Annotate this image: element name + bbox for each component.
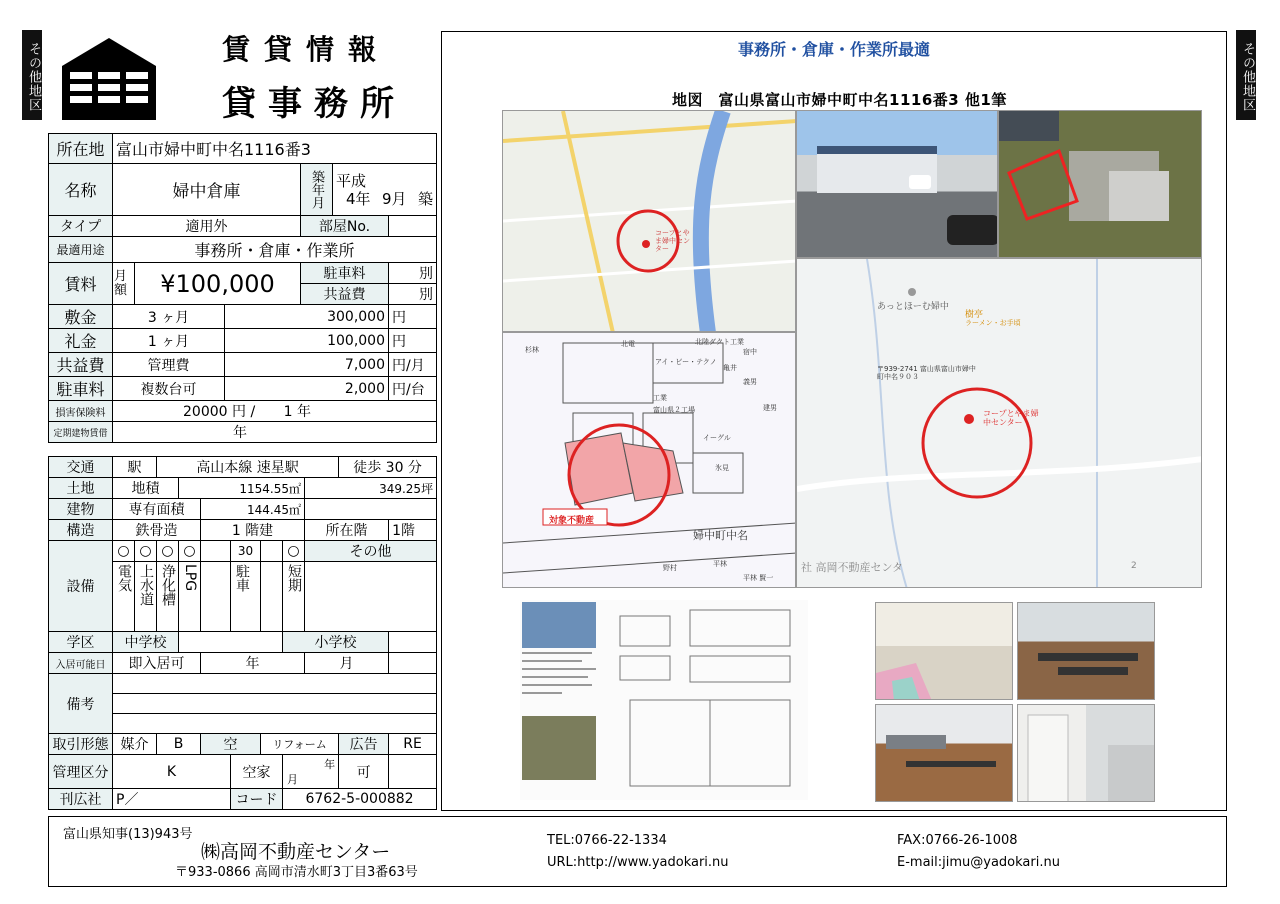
equip-mark-2: ○ — [135, 541, 157, 562]
common-type: 管理費 — [113, 353, 225, 377]
management-value: K — [113, 755, 231, 789]
interior-photo-4 — [1017, 704, 1155, 802]
header-title-rental-info: 賃貸情報 — [222, 33, 391, 66]
insurance-unit: 円 / — [232, 404, 256, 420]
line-value: 高山本線 速星駅 — [157, 457, 339, 478]
land-area: 1154.55㎡ — [179, 478, 305, 499]
equip-name-1: 電気 — [116, 564, 132, 592]
move-in-value: 即入居可 — [113, 653, 201, 674]
deposit-label: 敷金 — [49, 305, 113, 329]
publisher-value: P／ — [113, 789, 231, 810]
deposit-months: 3 ヶ月 — [113, 305, 225, 329]
side-tag-right: その他地区 — [1236, 30, 1256, 120]
plat-town-label: 婦中町中名 — [693, 529, 748, 542]
built-era: 平成 — [336, 171, 367, 190]
trade-agent-value: B — [157, 734, 201, 755]
company-name: ㈱高岡不動産センター — [201, 841, 391, 863]
vacancy-month: 月 — [287, 773, 298, 786]
interior-photo-1 — [875, 602, 1013, 700]
parking-amount: 2,000 — [225, 377, 389, 401]
plat-label-14: 建男 — [763, 404, 777, 412]
remarks-label: 備考 — [49, 674, 113, 734]
plat-label-1: 杉林 — [525, 346, 539, 354]
key-money-unit: 円 — [389, 329, 437, 353]
code-label: コード — [231, 789, 283, 810]
trade-type-label: 取引形態 — [49, 734, 113, 755]
equip-mark-6: 30 — [231, 541, 261, 562]
name-label: 名称 — [49, 164, 113, 216]
detail-map-label-4: 〒939-2741 富山県富山市婦中町中名９０３ — [877, 365, 976, 381]
plat-label-7: イーグル — [703, 434, 731, 442]
built-suffix: 築 — [417, 189, 433, 208]
use-label: 最適用途 — [49, 237, 113, 263]
fixed-term-label: 定期建物賃借 — [49, 422, 113, 443]
area-map — [502, 110, 796, 332]
location-label: 所在地 — [49, 134, 113, 164]
move-in-month: 月 — [305, 653, 389, 674]
rent-period: 月額 — [114, 268, 128, 298]
image-panel — [441, 31, 1227, 811]
floor-area-label: 専有面積 — [113, 499, 201, 520]
fax: FAX:0766-26-1008 — [897, 833, 1018, 848]
location-value: 富山市婦中町中名1116番3 — [113, 134, 437, 164]
code-value: 6762-5-000882 — [283, 789, 437, 810]
detail-map-label-2: 樹亭 — [965, 310, 984, 320]
tel: TEL:0766-22-1334 — [547, 833, 667, 848]
equip-name-8: 短期 — [286, 564, 302, 592]
parking-fee-label: 駐車料 — [301, 263, 389, 284]
details-table — [48, 456, 437, 810]
parking-fee-value: 別 — [389, 263, 437, 284]
license-number: 富山県知事(13)943号 — [63, 827, 193, 842]
floor-plan-sheet — [520, 600, 808, 800]
detail-map-label-1: あっとほーむ婦中 — [877, 302, 949, 312]
plat-label-4: 宿中 — [743, 348, 757, 356]
equip-mark-4: ○ — [179, 541, 201, 562]
trade-agent-label: 媒介 — [113, 734, 157, 755]
equip-name-6: 駐車 — [234, 564, 250, 592]
insurance-label: 損害保険料 — [49, 401, 113, 422]
type-value: 適用外 — [113, 216, 301, 237]
parking-unit: 円/台 — [389, 377, 437, 401]
insurance-years: 1 — [283, 404, 293, 420]
plat-target-label: 対象不動産 — [549, 516, 595, 526]
plat-label-2: 北陸ダクト工業 — [695, 338, 744, 346]
walk-value: 徒歩 30 分 — [339, 457, 437, 478]
rent-value: ¥100,000 — [135, 263, 301, 305]
plat-label-9: 平林 — [713, 560, 727, 568]
equip-mark-7 — [261, 541, 283, 562]
room-label: 部屋No. — [301, 216, 389, 237]
elementary-label: 小学校 — [283, 632, 389, 653]
station-label: 駅 — [113, 457, 157, 478]
equipment-label: 設備 — [49, 541, 113, 632]
header-title-office: 貸事務所 — [222, 84, 406, 124]
plat-label-10: 平林 賢一 — [743, 574, 774, 582]
floor-area: 144.45㎡ — [201, 499, 305, 520]
move-in-label: 入居可能日 — [49, 653, 113, 674]
ad-label: 広告 — [339, 734, 389, 755]
side-tag-left: その他地区 — [22, 30, 42, 120]
junior-high-label: 中学校 — [113, 632, 179, 653]
vacant-label: 空 — [201, 734, 261, 755]
move-in-year: 年 — [201, 653, 305, 674]
parking-label: 駐車料 — [49, 377, 113, 401]
built-month: 9月 — [381, 189, 407, 208]
url-link[interactable]: URL:http://www.yadokari.nu — [547, 855, 729, 870]
floor-location-value: 1階 — [389, 520, 437, 541]
land-label: 土地 — [49, 478, 113, 499]
floor-location-label: 所在階 — [305, 520, 389, 541]
detail-map-label-3: ラーメン・お手頃 — [965, 319, 1021, 327]
land-tsubo: 349.25坪 — [305, 478, 437, 499]
key-money-months: 1 ヶ月 — [113, 329, 225, 353]
type-label: タイプ — [49, 216, 113, 237]
plat-map — [502, 332, 796, 588]
management-label: 管理区分 — [49, 755, 113, 789]
plat-label-3: アイ・ビー・テクノ — [655, 358, 717, 366]
plat-label-11: 亀井 — [723, 364, 737, 372]
rent-label: 賃料 — [49, 263, 113, 305]
transport-label: 交通 — [49, 457, 113, 478]
common-amount: 7,000 — [225, 353, 389, 377]
detail-map — [796, 258, 1202, 588]
common-label: 共益費 — [49, 353, 113, 377]
common-unit: 円/月 — [389, 353, 437, 377]
equip-mark-8: ○ — [283, 541, 305, 562]
school-district-label: 学区 — [49, 632, 113, 653]
built-year: 4年 — [346, 189, 371, 208]
panel-heading: 事務所・倉庫・作業所最適 — [737, 40, 930, 59]
common-fee-value: 別 — [389, 284, 437, 305]
floors-value: 1 階建 — [201, 520, 305, 541]
parking-type: 複数台可 — [113, 377, 225, 401]
plat-label-6: 富山県２工場 — [653, 406, 695, 414]
fixed-term-value: 年 — [113, 422, 437, 443]
aerial-photo — [998, 110, 1202, 258]
building-logo-icon — [62, 36, 156, 122]
company-address: 〒933-0866 高岡市清水町3丁目3番63号 — [175, 865, 418, 880]
plat-label-13: 義男 — [743, 378, 757, 386]
key-money-label: 礼金 — [49, 329, 113, 353]
footer — [48, 816, 1227, 887]
vacancy-label: 空家 — [231, 755, 283, 789]
ad-value: RE — [389, 734, 437, 755]
equip-name-4: LPG — [182, 564, 198, 592]
deposit-unit: 円 — [389, 305, 437, 329]
map-caption: 地図 富山県富山市婦中町中名1116番3 他1筆 — [672, 91, 1007, 109]
equip-name-3: 浄化槽 — [160, 564, 176, 606]
reform-label: リフォーム — [261, 734, 339, 755]
interior-photo-3 — [875, 704, 1013, 802]
equip-name-2: 上水道 — [138, 564, 154, 606]
name-value: 婦中倉庫 — [113, 164, 301, 216]
vacancy-year: 年 — [324, 758, 336, 771]
vacancy-value: 可 — [339, 755, 389, 789]
built-label: 築年月 — [309, 170, 324, 209]
equip-mark-1: ○ — [113, 541, 135, 562]
insurance-amount: 20000 — [183, 404, 228, 420]
equip-mark-5 — [201, 541, 231, 562]
interior-photo-2 — [1017, 602, 1155, 700]
use-value: 事務所・倉庫・作業所 — [113, 237, 437, 263]
plat-label-8: 野村 — [663, 564, 677, 572]
land-area-label: 地積 — [113, 478, 179, 499]
detail-map-label-7: 2 — [1131, 561, 1137, 571]
equip-other-label: その他 — [305, 541, 437, 562]
detail-map-label-5: コープとやま婦中センター — [983, 409, 1039, 427]
deposit-amount: 300,000 — [225, 305, 389, 329]
key-money-amount: 100,000 — [225, 329, 389, 353]
insurance-year-unit: 年 — [297, 404, 311, 420]
structure-label: 構造 — [49, 520, 113, 541]
building-label: 建物 — [49, 499, 113, 520]
detail-map-label-6: 社 高岡不動産センタ — [801, 561, 904, 574]
common-fee-label: 共益費 — [301, 284, 389, 305]
plat-label-12: 氷見 — [715, 464, 729, 472]
plat-label-15: 北電 — [621, 340, 635, 348]
warehouse-photo — [796, 110, 998, 258]
publisher-label: 刊広社 — [49, 789, 113, 810]
map-store-label: コープとやま婦中センター — [655, 229, 690, 253]
structure-value: 鉄骨造 — [113, 520, 201, 541]
property-table — [48, 133, 437, 443]
plat-label-5: 工業 — [653, 394, 667, 402]
equip-mark-3: ○ — [157, 541, 179, 562]
email-link[interactable]: E-mail:jimu@yadokari.nu — [897, 855, 1060, 870]
